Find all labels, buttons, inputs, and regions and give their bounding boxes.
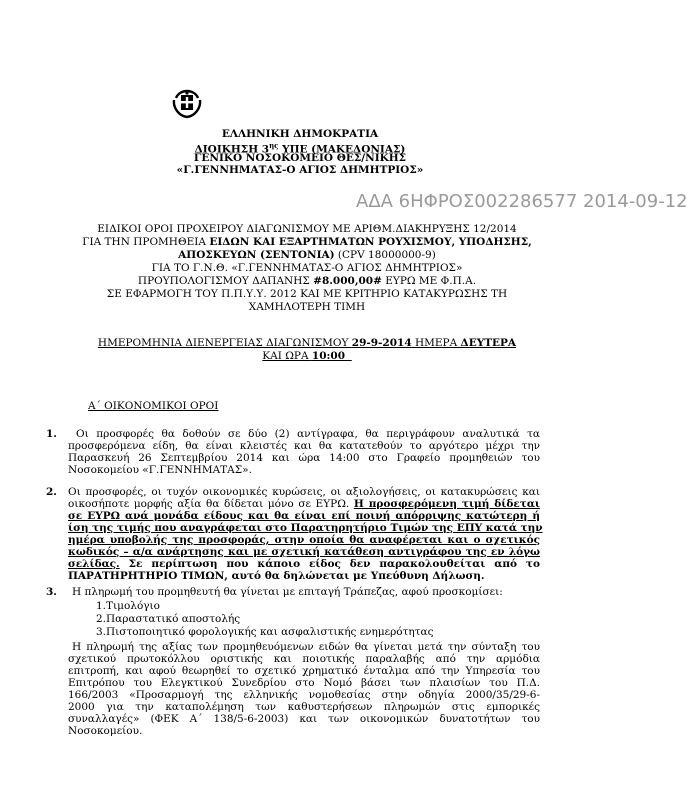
payment-line-7: συναλλαγές» (ΦΕΚ Α΄ 138/5-6-2003) και των οικονομικών δυνατοτήτων του	[68, 713, 540, 725]
item-2-line-3: σε ΕΥΡΩ ανά μονάδα είδους και θα είναι επί ποινή απόρριψης κατώτερη ή	[68, 510, 540, 522]
header-line-3: ΓΕΝΙΚΟ ΝΟΣΟΚΟΜΕΙΟ ΘΕΣ/ΝΙΚΗΣ	[193, 152, 407, 164]
item-number-1: 1.	[46, 428, 57, 440]
title-line-6: ΣΕ ΕΦΑΡΜΟΓΗ ΤΟΥ Π.Π.Υ.Υ. 2012 ΚΑΙ ΜΕ ΚΡΙΤΗΡΙΟ ΚΑΤΑΚΥΡΩΣΗΣ ΤΗ	[106, 288, 508, 300]
item-1-line-1: Οι προσφορές θα δοθούν σε δύο (2) αντίγραφα, θα περιγράφουν αναλυτικά τα	[76, 428, 540, 440]
item-3-sub-1: 1.Τιμολόγιο	[96, 600, 160, 612]
header-line-4: «Γ.ΓΕΝΝΗΜΑΤΑΣ-Ο ΑΓΙΟΣ ΔΗΜΗΤΡΙΟΣ»	[176, 164, 424, 176]
date-line-2: ΚΑΙ ΩΡΑ 10:00	[262, 350, 346, 362]
title-line-2: ΓΙΑ ΤΗΝ ΠΡΟΜΗΘΕΙΑ ΕΙΔΩΝ ΚΑΙ ΕΞΑΡΤΗΜΑΤΩΝ ΡΟΥΧΙΣΜΟΥ, ΥΠΟΔΗΣΗΣ,	[82, 236, 532, 248]
payment-line-2: σχετικού πρωτοκόλλου οριστικής και ποιοτικής παραλαβής από την αρμόδια	[68, 653, 540, 665]
item-1-line-2: προσφερόμενα είδη, θα είναι κλειστές και θα κατατεθούν το αργότερο μέχρι την	[68, 440, 540, 452]
item-2-line-2: οικοσήποτε μορφής αξία θα δίδεται μόνο σε ΕΥΡΩ. Η προσφερόμενη τιμή δίδεται	[68, 498, 540, 510]
title-line-3: ΑΠΟΣΚΕΥΩΝ (ΣΕΝΤΟΝΙΑ) (CPV 18000000-9)	[178, 249, 436, 261]
header-line-2: ΔΙΟΙΚΗΣΗ $3^{\eta\varsigma}$ ΥΠΕ (ΜΑΚΕΔΟΝΙΑΣ)	[194, 141, 406, 156]
payment-line-3: επιτροπή, και αφού θεωρηθεί το σχετικό χρηματικό ένταλμα από την Υπηρεσία του	[68, 665, 540, 677]
item-2-line-4: ίση της τιμής που αναγράφεται στο Παρατηρητήριο Τιμών της ΕΠΥ κατά την	[68, 522, 543, 534]
item-3-sub-3: 3.Πιστοποιητικό φορολογικής και ασφαλιστικής ενημερότητας	[96, 626, 434, 638]
payment-line-8: Νοσοκομείου.	[68, 725, 143, 737]
date-line-1: ΗΜΕΡΟΜΗΝΙΑ ΔΙΕΝΕΡΓΕΙΑΣ ΔΙΑΓΩΝΙΣΜΟΥ 29-9-2014 ΗΜΕΡΑ ΔΕΥΤΕΡΑ	[97, 337, 517, 349]
item-2-line-1: Οι προσφορές, οι τυχόν οικονομικές κυρώσεις, οι αξιολογήσεις, οι κατακυρώσεις και	[68, 486, 540, 498]
item-2-line-5: ημέρα υποβολής της προσφοράς, στην οποία θα αναφέρεται και ο σχετικός	[68, 534, 540, 546]
item-2-line-8: ΠΑΡΑΤΗΡΗΤΗΡΙΟ ΤΙΜΩΝ, αυτό θα δηλώνεται με Υπεύθυνη Δήλωση.	[68, 570, 485, 582]
payment-line-4: Επιτρόπου του Ελεγκτικού Συνεδρίου στο Νομό βάσει των πλαισίων του Π.Δ.	[68, 677, 540, 689]
title-line-5: ΠΡΟΥΠΟΛΟΓΙΣΜΟΥ ΔΑΠΑΝΗΣ #8.000,00# ΕΥΡΩ ΜΕ Φ.Π.Α.	[137, 275, 477, 287]
item-1-line-3: Παρασκευή 26 Σεπτεμβρίου 2014 και ώρα 14:00 στο Γραφείο προμηθειών του	[68, 452, 540, 464]
section-title: Α΄ ΟΙΚΟΝΟΜΙΚΟΙ ΟΡΟΙ	[88, 400, 219, 412]
item-number-3: 3.	[46, 586, 57, 598]
ada-stamp: ΑΔΑ 6ΗΦΡΟΣ002286577 2014-09-12	[356, 191, 688, 212]
item-number-2: 2.	[46, 486, 57, 498]
item-2-line-6: κωδικός – α/α ανάρτησης και με σχετική κατάθεση αντιγράφου της εν λόγω	[68, 546, 540, 558]
title-line-7: ΧΑΜΗΛΟΤΕΡΗ ΤΙΜΗ	[248, 301, 366, 313]
payment-line-5: 166/2003 «Προσαρμογή της ελληνικής νομοθεσίας στην οδηγία 2000/35/29-6-	[68, 689, 540, 701]
item-2-line-7: σελίδας. Σε περίπτωση που κάποιο είδος δεν παρακολουθείται από το	[68, 558, 540, 570]
item-3-line-1: Η πληρωμή του προμηθευτή θα γίνεται με επιταγή Τράπεζας, αφού προσκομίσει:	[72, 586, 503, 598]
payment-line-6: 2000 για την καταπολέμηση των καθυστερήσεων πληρωμών στις εμπορικές	[68, 701, 540, 713]
payment-line-1: Η πληρωμή της αξίας των προμηθευόμενων ειδών θα γίνεται μετά την σύνταξη του	[72, 641, 540, 653]
title-line-1: ΕΙΔΙΚΟΙ ΟΡΟΙ ΠΡΟΧΕΙΡΟΥ ΔΙΑΓΩΝΙΣΜΟΥ ΜΕ ΑΡΙΘΜ.ΔΙΑΚΗΡΥΞΗΣ 12/2014	[97, 223, 517, 235]
item-3-sub-2: 2.Παραστατικό αποστολής	[96, 613, 241, 625]
item-1-line-4: Νοσοκομείου «Γ.ΓΕΝΝΗΜΑΤΑΣ».	[68, 464, 252, 476]
greek-emblem-icon	[171, 88, 203, 118]
header-line-1: ΕΛΛΗΝΙΚΗ ΔΗΜΟΚΡΑΤΙΑ	[221, 128, 379, 140]
title-line-4: ΓΙΑ ΤΟ Γ.Ν.Θ. «Γ.ΓΕΝΝΗΜΑΤΑΣ-Ο ΑΓΙΟΣ ΔΗΜΗΤΡΙΟΣ»	[151, 262, 463, 274]
